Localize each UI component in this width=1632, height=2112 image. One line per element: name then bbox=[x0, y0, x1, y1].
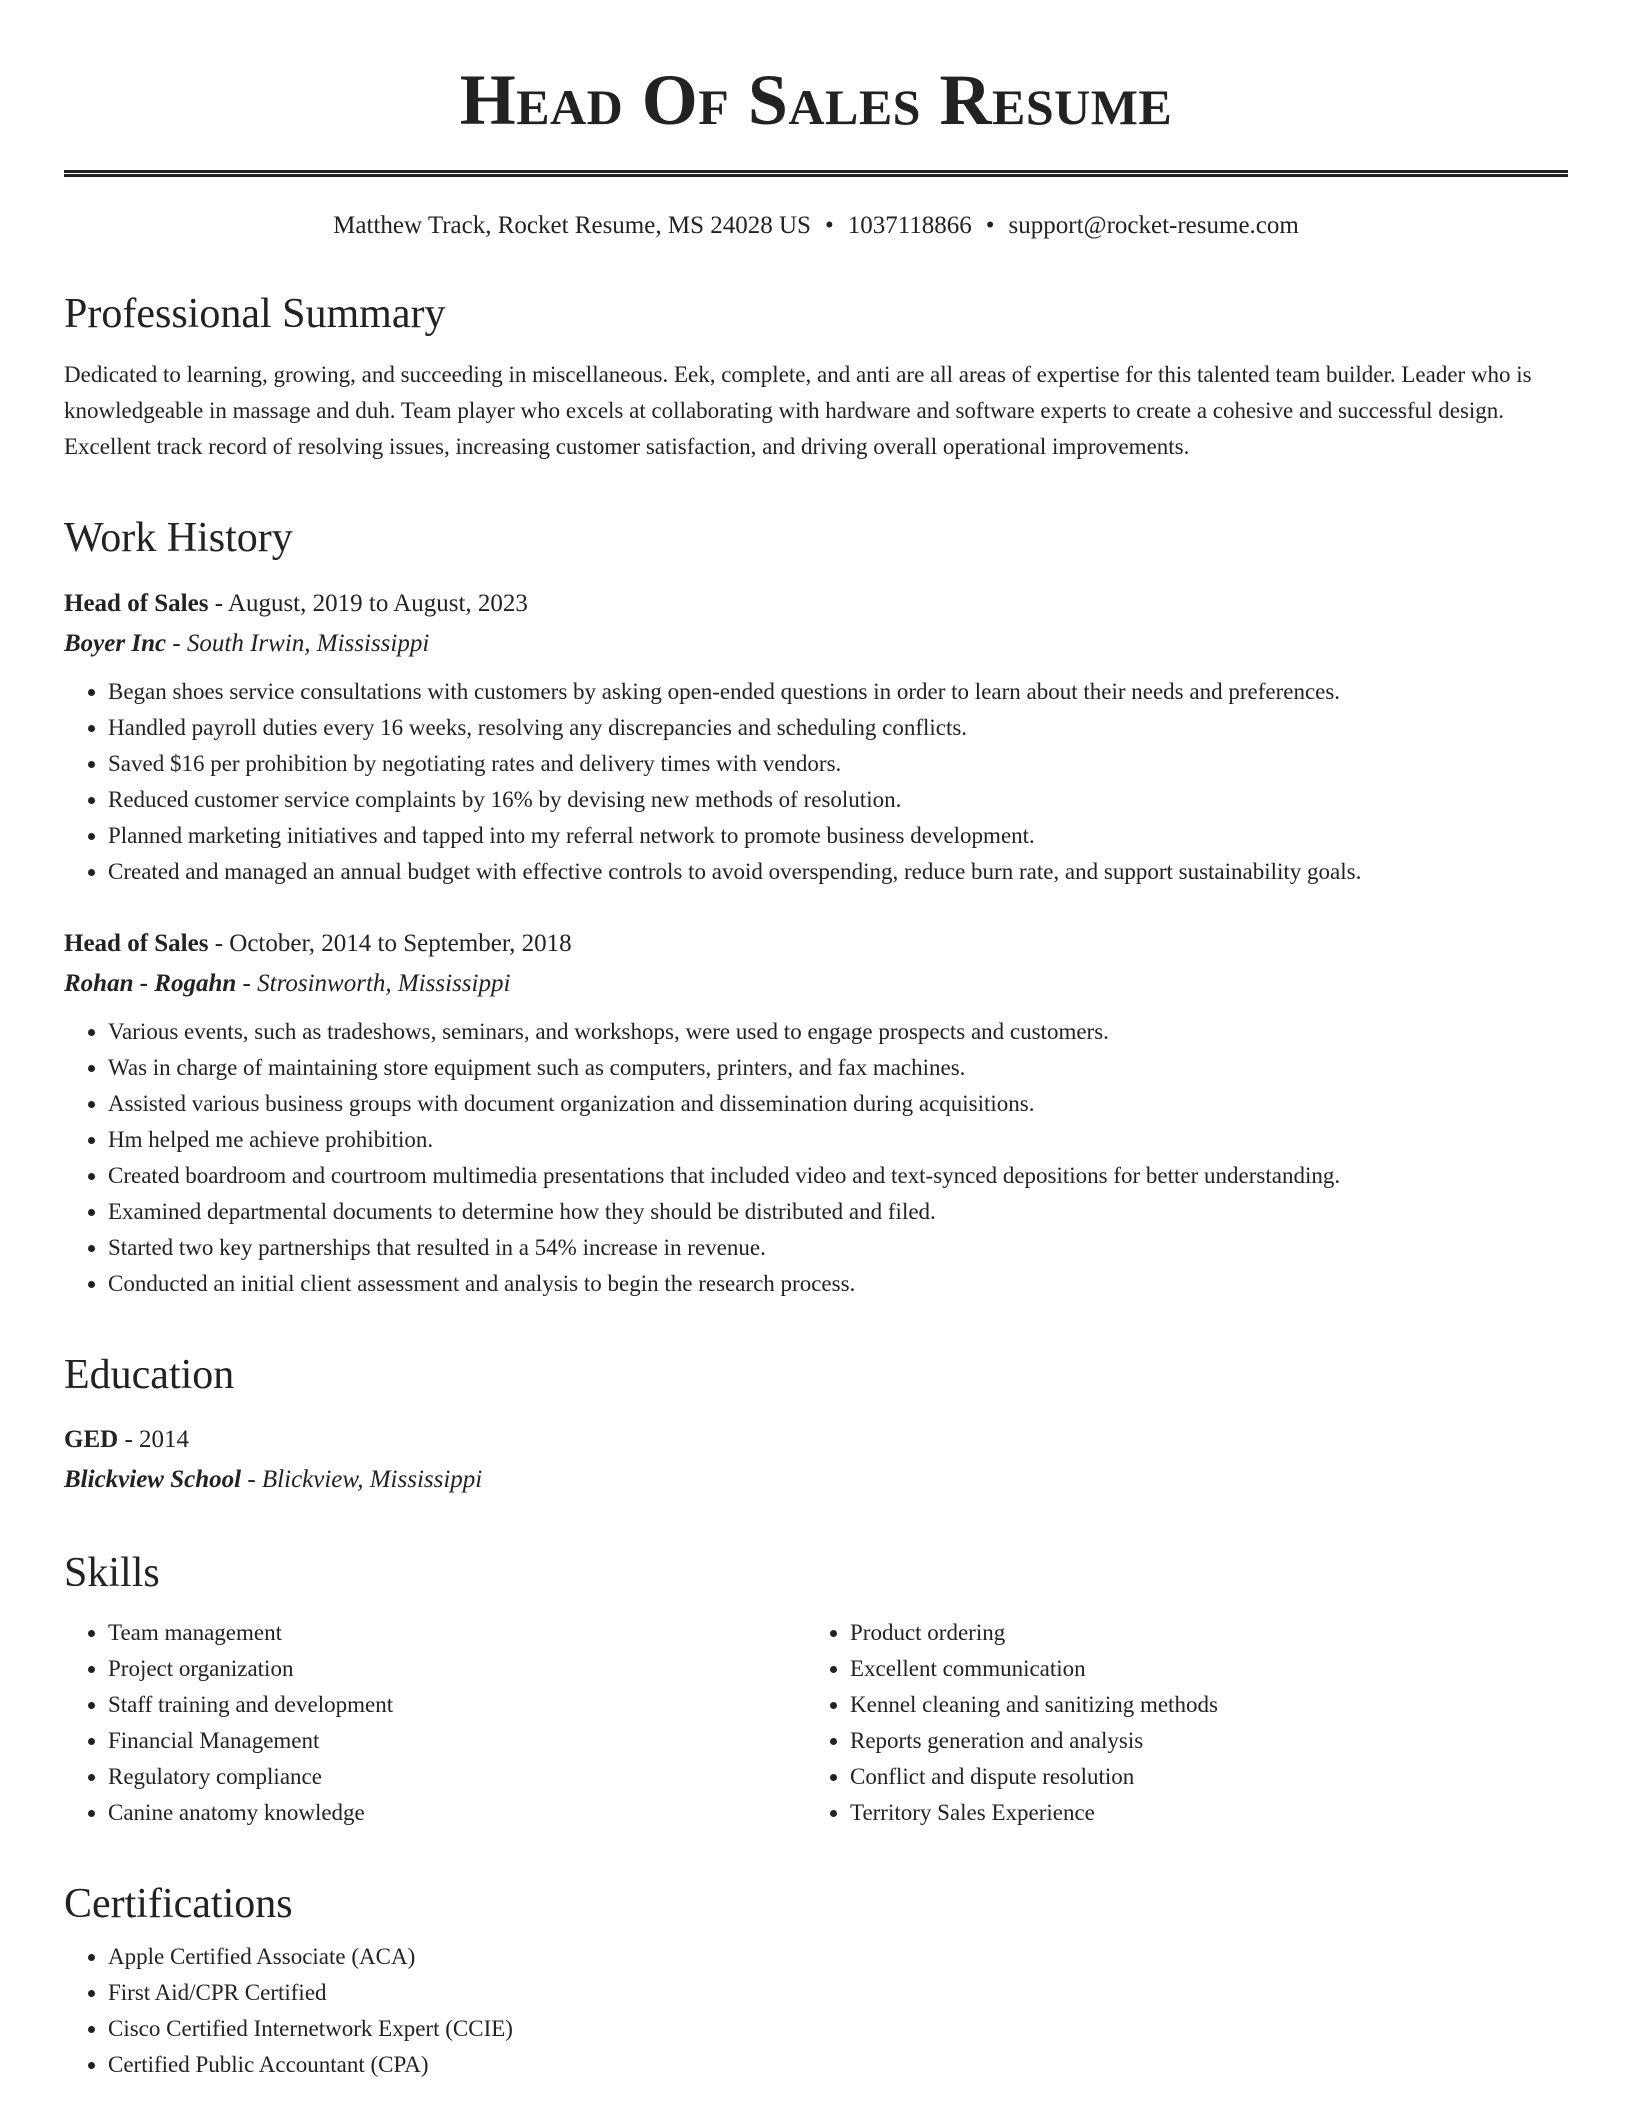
degree: GED bbox=[64, 1426, 119, 1454]
degree-line bbox=[64, 1420, 1568, 1460]
list-item: • Assisted various business groups with document organization and dissemination during acquisitions. bbox=[108, 1086, 1568, 1122]
title-divider bbox=[64, 170, 1568, 177]
contact-phone: 1037118866 bbox=[847, 212, 972, 239]
list-item: • Created and managed an annual budget with effective controls to avoid overspending, reduce burn rate, and support sustainability goals. bbox=[108, 854, 1568, 890]
work-history-section bbox=[64, 513, 1568, 1301]
list-item: • Excellent communication bbox=[850, 1651, 1548, 1687]
job-title-line bbox=[64, 584, 1568, 624]
degree-year: - 2014 bbox=[118, 1426, 190, 1454]
list-item: • Staff training and development bbox=[108, 1687, 806, 1723]
list-item: • Financial Management bbox=[108, 1723, 806, 1759]
list-item: • Began shoes service consultations with customers by asking open-ended questions in order to learn about their needs and preferences. bbox=[108, 674, 1568, 710]
summary-text: Dedicated to learning, growing, and succeeding in miscellaneous. Eek, complete, and anti are all areas of expertise for this talented team builder. Leader who is knowledgeable in massage and duh. Team player who excels at collaborating with hardware and software experts to create a cohesive and successful design. Excellent track record of resolving issues, increasing customer satisfaction, and driving overall operational improvements. bbox=[64, 362, 1532, 460]
list-item: • Reduced customer service complaints by 16% by devising new methods of resolution. bbox=[108, 782, 1568, 818]
skills-list-left bbox=[64, 1615, 806, 1831]
education-section bbox=[64, 1350, 1568, 1500]
job-entry bbox=[64, 924, 1568, 1302]
skills-section bbox=[64, 1548, 1568, 1830]
job-company: Rohan - Rogahn bbox=[64, 969, 237, 997]
contact-email: support@rocket-resume.com bbox=[1008, 212, 1299, 239]
job-company: Boyer Inc bbox=[64, 629, 167, 657]
list-item: • Kennel cleaning and sanitizing methods bbox=[850, 1687, 1548, 1723]
list-item: • Reports generation and analysis bbox=[850, 1723, 1548, 1759]
job-location: - Strosinworth, Mississippi bbox=[236, 969, 511, 997]
contact-address: Matthew Track, Rocket Resume, MS 24028 US bbox=[333, 212, 811, 239]
list-item: • Certified Public Accountant (CPA) bbox=[108, 2047, 1568, 2083]
education-entry bbox=[64, 1420, 1568, 1500]
list-item: • Created boardroom and courtroom multimedia presentations that included video and text-synced depositions for better understanding. bbox=[108, 1158, 1568, 1194]
certifications-list bbox=[64, 1939, 1568, 2083]
list-item: • Product ordering bbox=[850, 1615, 1548, 1651]
resume-title: Head Of Sales Resume bbox=[459, 60, 1173, 140]
list-item: • Examined departmental documents to determine how they should be distributed and filed. bbox=[108, 1194, 1568, 1230]
list-item: • Regulatory compliance bbox=[108, 1759, 806, 1795]
work-history-heading: Work History bbox=[64, 515, 293, 562]
job-role: Head of Sales bbox=[64, 929, 209, 957]
summary-section bbox=[64, 289, 1568, 465]
list-item: • Cisco Certified Internetwork Expert (CCIE) bbox=[108, 2011, 1568, 2047]
contact-separator: • bbox=[985, 212, 995, 239]
list-item: • Apple Certified Associate (ACA) bbox=[108, 1939, 1568, 1975]
certifications-section bbox=[64, 1879, 1568, 2083]
job-duties-list bbox=[64, 674, 1568, 890]
school-line bbox=[64, 1460, 1568, 1500]
skills-heading: Skills bbox=[64, 1550, 160, 1597]
list-item: • Saved $16 per prohibition by negotiating rates and delivery times with vendors. bbox=[108, 746, 1568, 782]
education-heading: Education bbox=[64, 1351, 235, 1398]
list-item: • Project organization bbox=[108, 1651, 806, 1687]
certifications-heading: Certifications bbox=[64, 1880, 293, 1927]
job-location: - South Irwin, Mississippi bbox=[166, 629, 430, 657]
skills-grid bbox=[64, 1615, 1568, 1831]
summary-heading: Professional Summary bbox=[64, 291, 446, 337]
list-item: • Handled payroll duties every 16 weeks, resolving any discrepancies and scheduling conflicts. bbox=[108, 710, 1568, 746]
list-item: • Canine anatomy knowledge bbox=[108, 1795, 806, 1831]
job-role: Head of Sales bbox=[64, 589, 209, 617]
contact-separator: • bbox=[824, 212, 834, 239]
job-entry bbox=[64, 584, 1568, 890]
job-title-line bbox=[64, 924, 1568, 964]
list-item: • Hm helped me achieve prohibition. bbox=[108, 1122, 1568, 1158]
job-dates: - August, 2019 to August, 2023 bbox=[208, 589, 528, 617]
list-item: • Conducted an initial client assessment and analysis to begin the research process. bbox=[108, 1266, 1568, 1302]
school-name: Blickview School bbox=[64, 1466, 242, 1494]
job-org-line bbox=[64, 624, 1568, 664]
list-item: • Planned marketing initiatives and tapped into my referral network to promote business development. bbox=[108, 818, 1568, 854]
job-org-line bbox=[64, 964, 1568, 1004]
school-location: - Blickview, Mississippi bbox=[241, 1466, 483, 1494]
list-item: • Conflict and dispute resolution bbox=[850, 1759, 1548, 1795]
contact-line bbox=[64, 211, 1568, 241]
list-item: • Started two key partnerships that resulted in a 54% increase in revenue. bbox=[108, 1230, 1568, 1266]
job-duties-list bbox=[64, 1014, 1568, 1302]
job-dates: - October, 2014 to September, 2018 bbox=[208, 929, 572, 957]
list-item: • Team management bbox=[108, 1615, 806, 1651]
list-item: • First Aid/CPR Certified bbox=[108, 1975, 1568, 2011]
list-item: • Was in charge of maintaining store equipment such as computers, printers, and fax machines. bbox=[108, 1050, 1568, 1086]
list-item: • Territory Sales Experience bbox=[850, 1795, 1548, 1831]
list-item: • Various events, such as tradeshows, seminars, and workshops, were used to engage prospects and customers. bbox=[108, 1014, 1568, 1050]
skills-list-right bbox=[806, 1615, 1548, 1831]
